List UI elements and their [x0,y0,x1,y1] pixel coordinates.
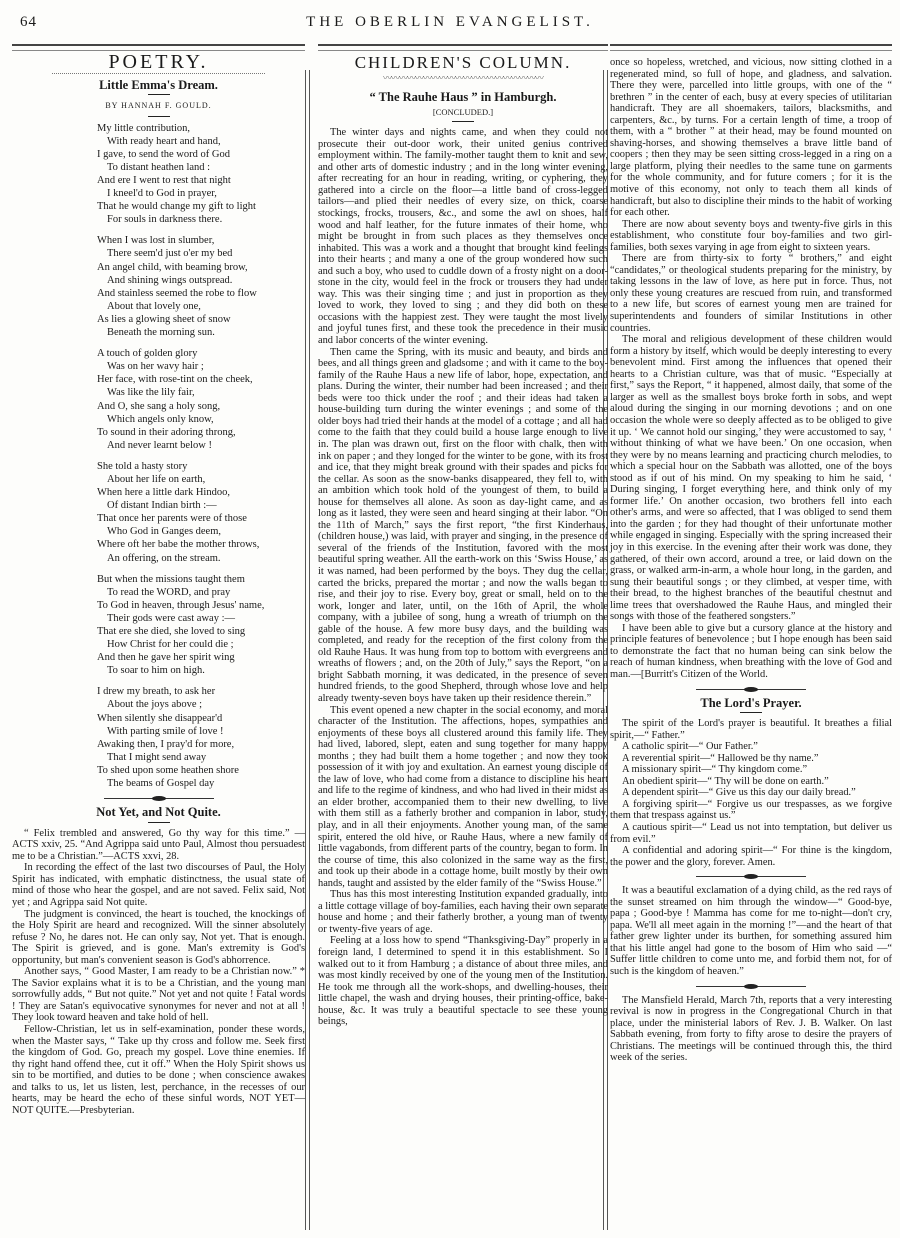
article-continuation [610,57,892,681]
paragraph: “ Felix trembled and answered, Go thy way for this time.” —ACTS xxiv, 25. “And Agrippa said unto Paul, Almost thou persuadest me to be a Christian.”—ACTS xxvi, 28. [12,827,305,862]
section-title-children: CHILDREN'S COLUMN. [354,53,572,72]
poem-line: To sound in their adoring throng, [97,426,236,438]
mansfield-paragraph: The Mansfield Herald, March 7th, reports that a very interesting revival is now in progress in the Congregational Church in that place, under the ministerial labors of Rev. J. B. Walker. On last Sabbath evening, from forty to fifty arose to desire the prayers of Christians. The meetings will be continued through this, the third week of the series. [610,994,892,1064]
dying-child-paragraph: It was a beautiful exclamation of a dying child, as the red rays of the sunset streamed on him through the window—“ Good-bye, papa ; Good-bye ! Mamma has come for me to-night—don't cry, papa. We'll all meet again in the morning !”—and the heart of that father grew lighter under its burthen, for something assured him that his little angel had gone to the bosom of Him who said —“ Suffer little children to come unto me, and forbid them not, for of such is the kingdom of heaven.” [610,885,892,978]
poem-line: I gave, to send the word of God [97,148,230,160]
poem-body [97,122,305,791]
poem-line: But when the missions taught them [97,573,245,585]
poem-line: When I was lost in slumber, [97,235,215,247]
top-rule [12,44,305,51]
poem-line: And never learnt below ! [107,439,212,451]
paragraph: A forgiving spirit—“ Forgive us our trespasses, as we forgive them that trespass against us.” [610,798,892,822]
paragraph: A cautious spirit—“ Lead us not into temptation, but deliver us from evil.” [610,822,892,845]
poem-line: To shed upon some heathen shore [97,764,239,776]
lords-prayer-body [610,718,892,868]
poem-line: Beneath the morning sun. [107,327,215,339]
paragraph: This event opened a new chapter in the social economy, and moral character of the Institution. The affections, hopes, sympathies and enjoyments of these boys all clustered around this family life. They had lived, labored, slept, eaten and sung together for many happy months ; they had built them a home together ; and now they took possession of it with joy and exultation. An earnest young disciple of the law of love, who had come from a distance to discipline his heart and life to the regime of kindness, and who had lived in their midst as an elder brother, accompanied them to their new dwelling, to live with them still as a fatherly brother and companion in labor, study, play, and in all their enjoyments. Another young man, of the same spirit, entered the old hive, or Rauhe Haus, where a new family of little vagabonds, from different parts of the country, began to form. In the course of time, this also colonized in the same way as the first, and took up their abode in a cottage home, built mostly by their own hands, taught and assisted by the elder family of the “Swiss House.” [318,704,609,889]
article-title-rauhe-haus: “ The Rauhe Haus ” in Hamburgh. [369,90,557,105]
paragraph: The spirit of the Lord's prayer is beautiful. It breathes a filial spirit,—“ Father.” [610,718,892,741]
short-rule [148,94,170,95]
poem-title: Little Emma's Dream. [99,77,218,92]
poem-line: With parting smile of love ! [107,725,224,737]
paragraph: Thus has this most interesting Institution expanded gradually, into a little cottage village of boy-families, each having their own separate house and home ; and their fatherly brother, a young man of twenty or twenty-five years of age. [318,889,608,935]
short-rule [452,121,474,122]
poem-line: The beams of Gospel day [107,778,215,790]
paragraph: Fellow-Christian, let us in self-examination, ponder these words, when the Master says, “ Take up thy cross and follow me. Seek first the kingdom of God. Go, preach my gospel. Love thine enemies. If thy right hand offend thee, cut it off.” When the Holy Spirit shows us sin to be mortified, and duties to be done ; when conscience awakes and talks to us, let us listen, lest, perchance, in the recesses of our hearts, may be heard the echo of these sinful words, NOT YET—NOT QUITE.—Presbyterian. [12,1023,305,1116]
poem-line: An offering, on the stream. [107,552,221,564]
column-children [318,40,608,1028]
paragraph: once so hopeless, wretched, and vicious, now sitting clothed in a regenerated mind, so full of hope, and gladness, and salvation. There they were, parcelled into little groups, with one of the “ brethren ” in the center of each, busy at every species of utilitarian handicraft. They are all shoemakers, tailors, blacksmiths, and carpenters, &c., by turns. For a certain length of time, a troop of them, with a “ brother ” at their head, may be found mounted on shaving-horses, and showing themselves a brave little band of coopers ; then they may be seen sitting cross-legged in a ring on a large platform, plying their needles to the same tune on garments for the whole community, and for future comers ; for it is the motive of this economy, not only to teach them all kinds of handicraft, but also to discipline their minds to the habit of working for each other. [610,57,892,219]
article-title-lords-prayer: The Lord's Prayer. [700,695,802,710]
wavy-rule: 〰〰〰〰〰〰〰〰〰〰〰〰〰〰〰〰〰〰〰〰 [382,72,543,83]
paragraph: A catholic spirit—“ Our Father.” [622,741,758,753]
concluded-note: [CONCLUDED.] [432,106,494,117]
article-title-not-yet: Not Yet, and Not Quite. [96,805,221,820]
paragraph: There are now about seventy boys and twenty-five girls in this establishment, who constitute four boy-families and two girl-families, both sexes varying in age from eight to sixteen years. [610,218,892,253]
poem-line: That ere she died, she loved to sing [97,626,246,638]
poem-line: When silently she disappear'd [97,712,223,724]
poem-line: When here a little dark Hindoo, [97,487,230,499]
poem-line: And O, she sang a holy song, [97,400,221,412]
poem-line: That I might send away [107,751,207,763]
poem-line: As lies a glowing sheet of snow [97,313,231,325]
column-poetry [12,40,305,1116]
paragraph: The moral and religious development of these children would form a history by itself, which would be deeply interesting to every benevolent mind. First among the influences that opened their hearts to a Christian culture, was that of music. “Especially at first,” says the Report, “ it happened, almost daily, that some of the larger as well as the smallest boys broke forth in sobs, and wept aloud during the singing in our morning devotions ; and on one occasion the whole were so deeply affected as to be obliged to give it up. ‘ We cannot hold our singing,’ they were accustomed to say, ‘ without thinking of what we have been.’ On one occasion, when they were by no means learning and practicing church melodies, to which a special hour on the Sabbath was allotted, one of the boys stood as if out of his mind. On my speaking to him he said, ‘ During singing, I forget everything here, and think only of my former life.’ On another occasion, two brothers fell into each other's arms, and were so affected, that I was obliged to send them into the garden ; for they had thought of their unfortunate mother while engaged in singing. Especially with the spring increased their joy in this exercise. In the evening after their work was done, they gathered, of their own accord, around a tree, or laid down on the grass, or walked arm-in-arm, a whole hour long, in the garden, and sung their beautiful songs ; or they climbed, at vesper time, with their bread, to the highest branches of the beautiful chestnut and lime trees that overshadowed the Rauhe Haus, and mingled their songs with those of the feathered songsters.” [610,334,892,623]
paragraph: A dependent spirit—“ Give us this day our daily bread.” [622,787,856,799]
poem-line: An angel child, with beaming brow, [97,261,248,273]
poem-line: And ere I went to rest that night [97,175,231,187]
poem-line: A touch of golden glory [97,348,198,360]
poem-line: Was on her wavy hair ; [107,361,204,373]
short-rule [148,822,170,823]
column-divider [305,70,310,1230]
poem-line: To read the WORD, and pray [107,586,231,598]
top-rule [318,44,608,51]
paragraph: The judgment is convinced, the heart is touched, the knockings of the Holy Spirit are heard and recognized. Will the sinner absolutely refuse ? No, he dares not. He can only say, Not yet. That is enough. The Spirit is grieved, and is gone. Man's extremity is God's opportunity, but man's convenient season is God's abhorrence. [12,908,305,966]
poem-line: How Christ for her could die ; [107,639,234,651]
poem-line: Their gods were cast away :— [107,612,235,624]
poem-line: I drew my breath, to ask her [97,686,216,698]
paragraph: Then came the Spring, with its music and beauty, and birds and bees, and all things green and gladsome ; and with it came to the boy-family of the Rauhe Haus a new life of labor, hope, expectation, and plans. During the winter, their number had been increased ; and their beds were too thick under the roof ; and their ideas had taken a house-building turn during the winter evenings ; and some of the older boys had tried their hands at the model of a cottage ; and all had come to the faith that they could build a house large enough to live in. The plan was drawn out, first on the floor with chalk, then with ink on paper ; and they longed for the winter to be gone, with its frost and ice, that they might break ground with their spades and picks for the cellar. As soon as the snow-banks disappeared, they fell to, with an ambition which took hold of the youngest of them, to build a house for themselves all alone. As soon as day-light came, and as long as it lasted, they were seen and heard singing at their labor. “On the 11th of March,” says the first report, “the first Kinderhaus, (children house,) was laid, with prayer and singing, in the presence of several of the friends of the Institution, favored with the most beautiful spring weather. All the earth-work on this ‘Swiss House,’ as it was named, had been performed by the boys. They dug the cellar, carted the bricks, prepared the mortar ; and now the walls began to rise, and their joy to rise. Every boy, great or small, held on to the work, longer and later, until, on the 16th of April, the whole company, with a jubilee of song, hung a wreath of triumph on the gable of the house. A few more busy days, and the building was completed, and ready for the reception of the first colony from the old Rauhe Haus. It was hung from top to bottom with evergreens and wreaths of flowers ; and, on the 20th of July,” says the Report, “on a bright Sabbath morning, it was dedicated, in the presence of seven hundred friends, to the good Shepherd, through whose love and help already twenty-seven boys have taken up their residence therein.” [318,346,608,704]
ornament-divider [696,689,806,690]
poem-line: About that lovely one, [107,300,201,312]
top-rule [610,44,892,51]
column-continuation [610,40,892,1064]
paragraph: An obedient spirit—“ Thy will be done on earth.” [622,775,829,787]
poem-line: And then he gave her spirit wing [97,652,235,664]
paragraph: There are from thirty-six to forty “ brothers,” and eight “candidates,” or theological students preparing for the ministry, by taking lessons in the law of love, as here put in force. Thus, not only these young creatures are rescued from ruin, and transformed to a new life, but scores of earnest young men are trained for superintendents and founders of similar Institutions in other countries. [610,253,892,334]
poem-line: To soar to him on high. [107,665,205,677]
poem-line: For souls in darkness there. [107,214,223,226]
poem-stanza [97,234,305,339]
ornament-divider [696,876,806,877]
paragraph: A confidential and adoring spirit—“ For thine is the kingdom, the power and the glory, forever. Amen. [610,845,892,868]
poem-line: About the joys above ; [107,699,203,711]
newspaper-title: THE OBERLIN EVANGELIST. [306,14,594,30]
poem-line: Which angels only know, [107,413,214,425]
poem-byline: BY HANNAH F. GOULD. [105,101,212,111]
paragraph: I have been able to give but a cursory glance at the history and principle features of benevolence ; but I hope enough has been said to demonstrate the fact that no human being can sink below the reach of human kindness, when breathing with the love of God and man.—[Burritt's Citizen of the World. [610,622,892,680]
poem-line: There seem'd just o'er my bed [107,248,233,260]
poem-line: Awaking then, I pray'd for more, [97,738,235,750]
section-title-poetry: POETRY. [108,51,209,73]
page-number: 64 [20,14,37,30]
poem-line: Her face, with rose-tint on the cheek, [97,374,253,386]
paragraph: Another says, “ Good Master, I am ready to be a Christian now.” * The Savior explains what it is to be a Christian, and the young man sorrowfully adds, “ But not quite.” Not yet and not quite ! Fatal words ! They are Satan's equivocative synonymes for never and not at all ! They look toward heaven and take hold of hell. [12,966,305,1024]
poem-line: Of distant Indian birth :— [107,500,217,512]
poem-stanza [97,573,305,678]
paragraph: In recording the effect of the last two discourses of Paul, the Holy Spirit has indicated, with emphatic distinctness, the usual state of mind of those who hear the gospel, and are not saved. Felix said, Not yet ; and Agrippa said Not quite. [12,862,305,908]
poem-line: Was like the lily fair, [107,387,195,399]
poem-line: And shining wings outspread. [107,274,233,286]
poem-line: To God in heaven, through Jesus' name, [97,599,265,611]
ornament-divider [104,798,214,799]
ornament-divider [696,986,806,987]
short-rule [740,712,762,713]
paragraph: Feeling at a loss how to spend “Thanksgiving-Day” properly in a foreign land, I determined to spend it in this establishment. So I walked out to it from Hamburg ; a distance of about three miles, and was most kindly received by one of the young men of the Institution. He took me through all the work-shops, and dwelling-houses, their little chapel, the wash and drying houses, their printing-office, bake-house, &c. It was truly a beautiful spectacle to see these young beings, [318,935,608,1028]
short-rule [148,116,170,117]
poem-line: That he would change my gift to light [97,201,256,213]
poem-line: About her life on earth, [107,473,206,485]
poem-stanza [97,685,305,790]
poem-stanza [97,347,305,452]
paragraph: The winter days and nights came, and when they could not prosecute their out-door work, their united genius contrived employment within. The family-mother taught them to knit and sew, and other arts of domestic industry ; and in the long winter evening, after recreating for an hour in reading, writing, or cyphering, they gathered into a circle on the floor—a little band of cross-legged tailors—and plied their needles of every size, on thick, coarse stockings, frocks, trousers, &c., and some the awl on shoes, half wood and half leather, for the future inmates of their home, who might be brought in from such places as they themselves once inhabited. This was a work and a thought that brought kind feelings into their hearts ; and many a one of the group wondered how such and such a boy, who used to cuddle down of a frosty night on a door-stone in the city, would feel in the frock or trousers they had under way. This was their singing time ; and just in proportion as they loved to work, they loved to sing ; and they did both on these occasions with the happiest zest. They were taught the most lively and joyful tunes first, and these took the precedence in their music and labor concerts of the winter evening. [318,127,608,347]
poem-line: I kneel'd to God in prayer, [107,188,217,200]
poem-line: My little contribution, [97,122,191,134]
poem-line: With ready heart and hand, [107,135,221,147]
poem-line: Where oft her babe the mother throws, [97,539,260,551]
paragraph: A reverential spirit—“ Hallowed be thy name.” [622,752,819,764]
poem-line: That once her parents were of those [97,513,247,525]
poem-line: Who God in Ganges deem, [107,526,222,538]
poem-stanza [97,460,305,565]
poem-line: And stainless seemed the robe to flow [97,287,257,299]
article-body-rauhe-haus [318,127,608,1028]
poem-line: She told a hasty story [97,460,188,472]
article-body-not-yet [12,828,305,1117]
paragraph: A missionary spirit—“ Thy kingdom come.” [622,764,808,776]
poem-stanza [97,122,305,227]
poem-line: To distant heathen land : [107,161,211,173]
masthead [0,14,900,36]
